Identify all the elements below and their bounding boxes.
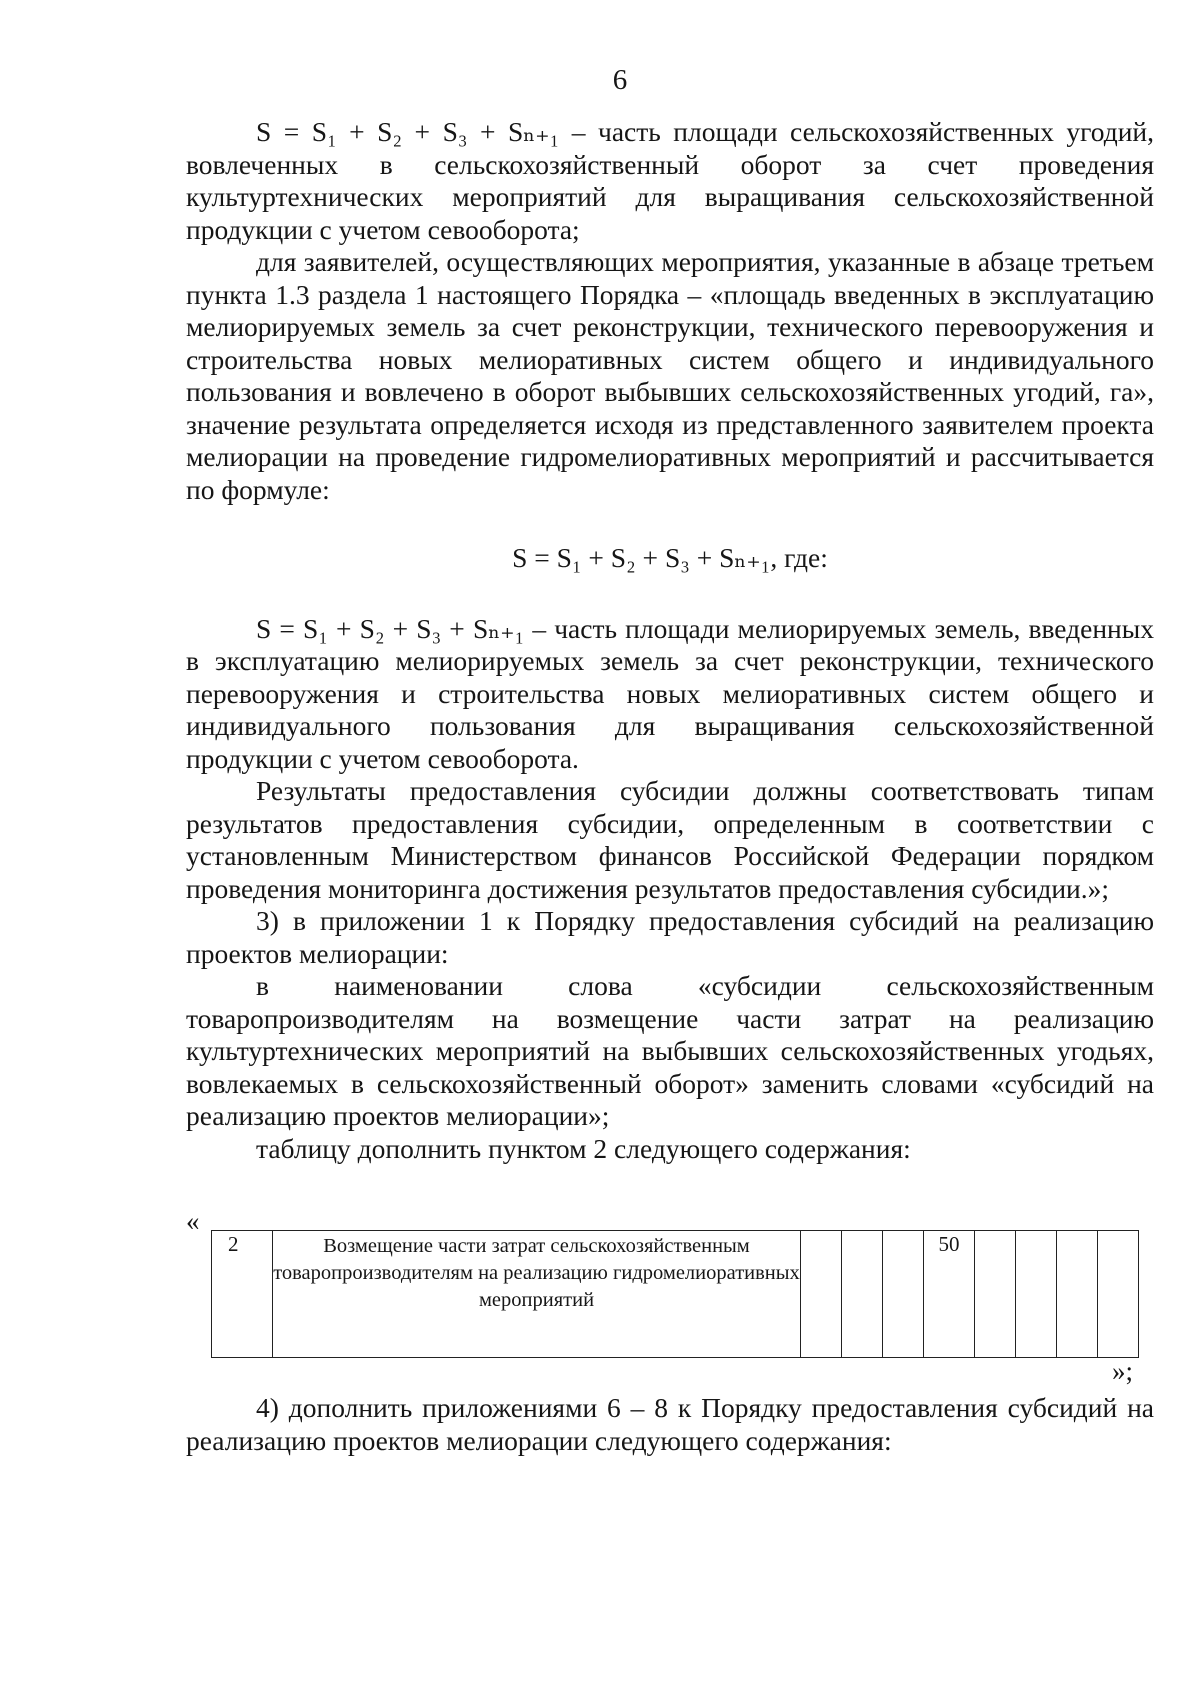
page-number: 6 (612, 64, 628, 96)
formula: S = S₁ + S₂ + S₃ + Sₙ₊₁, где: (512, 542, 828, 573)
empty-cell (1057, 1231, 1098, 1358)
empty-cell (842, 1231, 883, 1358)
opening-quote: « (186, 1206, 200, 1236)
row-number-cell: 2 (212, 1231, 273, 1358)
paragraph-definition-2: S = S₁ + S₂ + S₃ + Sₙ₊₁ – часть площади мелиорируемых земель, введенных в эксплуатацию мелиорируемых земель за счет реконструкции, технического перевооружения и строительства новых мелиоративных систем общего и индивидуального пользования для выращивания сельскохозяйственной продукции с учетом севооборота. (186, 612, 1154, 774)
table-row (212, 1231, 1139, 1358)
empty-cell (801, 1231, 842, 1358)
paragraph-table-addition: таблицу дополнить пунктом 2 следующего содержания: (256, 1132, 911, 1164)
empty-cell (975, 1231, 1016, 1358)
row-value-cell: 50 (924, 1231, 975, 1358)
closing-quote: »; (1112, 1356, 1134, 1386)
paragraph-applicants: для заявителей, осуществляющих мероприятия, указанные в абзаце третьем пункта 1.3 раздела 1 настоящего Порядка – «площадь введенных в эксплуатацию мелиорируемых земель за счет реконструкции, технического перевооружения и строительства новых мелиоративных систем общего и индивидуального пользования и вовлечено в оборот выбывших сельскохозяйственных угодий, га», значение результата определяется исходя из представленного заявителем проекта мелиорации на проведение гидромелиоративных мероприятий и рассчитывается по формуле: (186, 246, 1154, 505)
inserted-table (211, 1230, 1139, 1358)
paragraph-item-4: 4) дополнить приложениями 6 – 8 к Порядку предоставления субсидий на реализацию проектов мелиорации следующего содержания: (186, 1392, 1154, 1456)
empty-cell (1098, 1231, 1139, 1358)
paragraph-item-3: 3) в приложении 1 к Порядку предоставления субсидий на реализацию проектов мелиорации: (186, 905, 1154, 969)
body-text-final (186, 1392, 1154, 1457)
paragraph-results: Результаты предоставления субсидии должны соответствовать типам результатов предоставления субсидии, определенным в соответствии с установленным Министерством финансов Российской Федерации порядком проведения мониторинга достижения результатов предоставления субсидии.»; (186, 775, 1154, 904)
body-text (186, 116, 1154, 1165)
paragraph-definition-1: S = S₁ + S₂ + S₃ + Sₙ₊₁ – часть площади сельскохозяйственных угодий, вовлеченных в сельскохозяйственный оборот за счет проведения культуртехнических мероприятий для выращивания сельскохозяйственной продукции с учетом севооборота; (186, 116, 1154, 245)
paragraph-name-change: в наименовании слова «субсидии сельскохозяйственным товаропроизводителям на возмещение части затрат на реализацию культуртехнических мероприятий на выбывших сельскохозяйственных угодьях, вовлекаемых в сельскохозяйственный оборот» заменить словами «субсидий на реализацию проектов мелиорации»; (186, 970, 1154, 1131)
empty-cell (883, 1231, 924, 1358)
row-name-cell: Возмещение части затрат сельскохозяйственным товаропроизводителям на реализацию гидромелиоративных мероприятий (273, 1231, 801, 1358)
empty-cell (1016, 1231, 1057, 1358)
